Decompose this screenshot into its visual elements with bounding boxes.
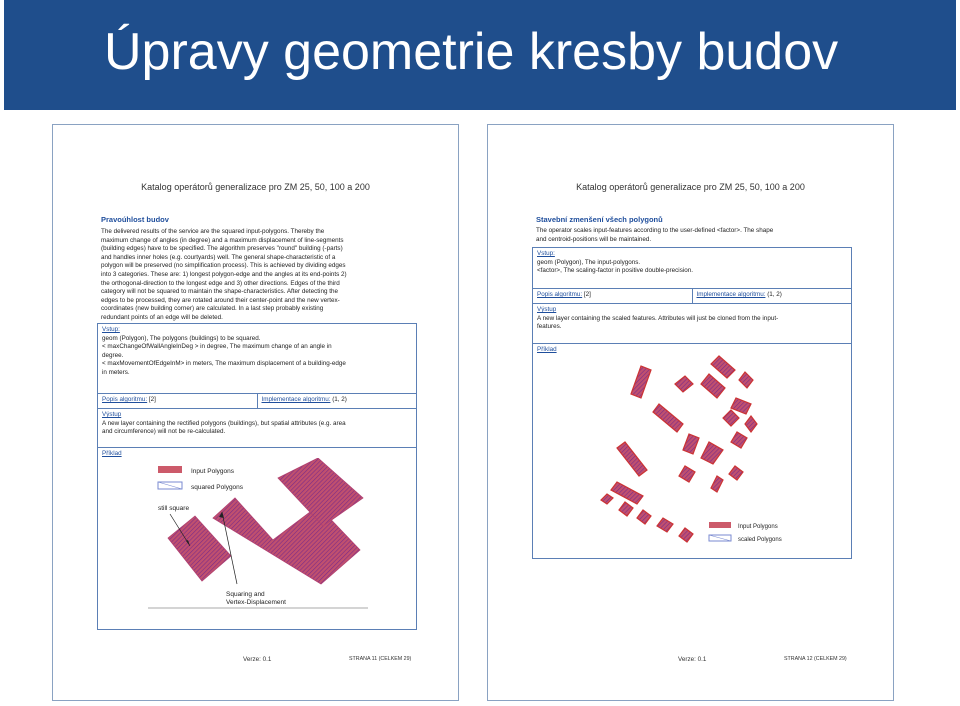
desc-line: redundant points of an edge will be deleted. — [101, 313, 223, 321]
building-polygon — [711, 476, 723, 492]
algo-impl-value: (1, 2) — [765, 291, 782, 298]
slide-title: Úpravy geometrie kresby budov — [104, 23, 839, 81]
algorithm-row — [98, 394, 416, 409]
algo-impl-label: Implementace algoritmu: — [696, 291, 766, 298]
input-line: in meters. — [102, 368, 130, 376]
right-footer-version: Verze: 0.1 — [678, 656, 707, 663]
example-label: Příklad — [537, 346, 557, 353]
building-polygon — [731, 398, 751, 414]
output-line: features. — [537, 323, 562, 331]
building-polygon — [701, 442, 723, 464]
legend-squared-label: squared Polygons — [191, 484, 244, 491]
input-section — [533, 248, 851, 289]
right-info-table — [532, 247, 852, 559]
algo-desc-label: Popis algoritmu: — [102, 396, 148, 403]
building-polygon — [617, 442, 647, 476]
building-polygon — [729, 466, 743, 480]
building-polygon — [637, 510, 651, 524]
building-polygon — [653, 404, 683, 432]
input-line: geom (Polygon), The input-polygons. — [537, 258, 641, 266]
output-line: A new layer containing the scaled features. Attributes will just be cloned from the input- — [537, 314, 779, 322]
desc-line: category will not be squared to maintain the shape-characteristics. After detecting the — [101, 288, 338, 296]
example-section — [98, 448, 416, 629]
desc-line: The operator scales input-features according to the user-defined <factor>. The shape — [536, 227, 774, 234]
building-polygon — [739, 372, 753, 388]
legend-scaled-label: scaled Polygons — [738, 537, 782, 543]
building-polygon — [631, 366, 651, 398]
left-section-title: Pravoúhlost budov — [101, 215, 169, 224]
left-footer-page: STRANA 11 (CELKEM 29) — [349, 656, 412, 662]
right-doc-title: Katalog operátorů generalizace pro ZM 25, 50, 100 a 200 — [576, 182, 805, 192]
building-polygon — [611, 482, 643, 504]
scaling-example-figure — [533, 354, 847, 552]
input-line: < maxMovementOfEdgeInM> in meters, The maximum displacement of a building-edge — [102, 360, 346, 368]
right-description — [536, 227, 852, 244]
annotation-still-square: still square — [158, 505, 190, 512]
input-label: Vstup: — [102, 326, 120, 333]
left-footer-version: Verze: 0.1 — [243, 656, 272, 663]
squaring-example-figure — [98, 458, 408, 623]
building-polygon — [745, 416, 757, 432]
input-line: <factor>, The scaling-factor in positive double-precision. — [537, 267, 693, 275]
building-polygon — [731, 432, 747, 448]
algo-desc-value: [2] — [582, 291, 591, 298]
output-label: Výstup — [102, 411, 122, 418]
output-label: Výstup — [537, 306, 557, 313]
legend-input-label: Input Polygons — [738, 524, 778, 530]
desc-line: The delivered results of the service are the squared input-polygons. Thereby the — [101, 228, 325, 235]
building-polygon — [701, 374, 725, 398]
desc-line: and centroid-positions will be maintained. — [536, 235, 652, 243]
desc-line: maximum change of angles (in degree) and a maximum displacement of line-segments — [101, 236, 344, 244]
output-section — [98, 409, 416, 448]
algo-impl-value: (1, 2) — [330, 396, 347, 403]
input-line: < maxChangeOfWallAngleInDeg > in degree, The maximum change of an angle in — [102, 343, 332, 351]
example-label: Příklad — [102, 450, 122, 457]
left-document-page — [52, 124, 459, 701]
algo-desc-value: [2] — [147, 396, 156, 403]
right-document-page — [487, 124, 894, 701]
slide-title-bar — [4, 0, 956, 110]
legend-input-label: Input Polygons — [191, 468, 235, 475]
desc-line: into 3 categories. These are: 1) longest polygon-edge and the angles at its end-points 2) — [101, 270, 347, 278]
left-description — [101, 228, 417, 323]
desc-line: polygon will be preserved (no simplification process). This is achieved by dividing edges — [101, 262, 346, 270]
desc-line: the orthogonal-direction to the longest edge and 3) other directions. Edges of the third — [101, 279, 340, 287]
right-section-title: Stavební zmenšení všech polygonů — [536, 215, 663, 224]
building-polygon — [711, 356, 735, 378]
legend-input-swatch — [158, 466, 182, 473]
building-polygon — [601, 494, 613, 504]
right-footer-page: STRANA 12 (CELKEM 29) — [784, 656, 847, 662]
output-line: A new layer containing the rectified polygons (buildings), but spatial attributes (e.g. area — [102, 419, 346, 427]
left-info-table — [97, 323, 417, 630]
annotation-squaring-1: Squaring and — [226, 591, 265, 598]
input-line: degree. — [102, 351, 124, 359]
input-label: Vstup: — [537, 250, 555, 257]
output-line: and circumference) will not be re-calculated. — [102, 428, 226, 436]
building-polygon — [679, 528, 693, 542]
algo-impl-label: Implementace algoritmu: — [261, 396, 331, 403]
algorithm-row — [533, 289, 851, 304]
building-polygon — [723, 410, 739, 426]
left-doc-title: Katalog operátorů generalizace pro ZM 25, 50, 100 a 200 — [141, 182, 370, 192]
building-polygon — [657, 518, 673, 532]
building-polygon — [675, 376, 693, 392]
output-section — [533, 304, 851, 344]
algo-desc-label: Popis algoritmu: — [537, 291, 583, 298]
rect-building-polygon — [278, 458, 363, 526]
scaled-buildings — [601, 356, 757, 542]
example-section — [533, 344, 851, 556]
desc-line: coordinates (new building corner) are calculated. In a last step probably existing — [101, 305, 324, 313]
annotation-squaring-2: Vertex-Displacement — [226, 599, 286, 606]
desc-line: and handles inner holes (e.g. courtyards) well. The general shape-characteristic of a — [101, 253, 336, 261]
desc-line: edges to be processed, they are rotated around their center-point and the new vertex- — [101, 296, 340, 304]
building-polygon — [679, 466, 695, 482]
input-section — [98, 324, 416, 394]
legend-input-swatch — [709, 522, 731, 528]
input-line: geom (Polygon), The polygons (buildings) to be squared. — [102, 334, 261, 342]
desc-line: (building edges) have to be specified. The algorithm preserves "round" building (-parts) — [101, 245, 343, 253]
building-polygon — [619, 502, 633, 516]
building-polygon — [683, 434, 699, 454]
